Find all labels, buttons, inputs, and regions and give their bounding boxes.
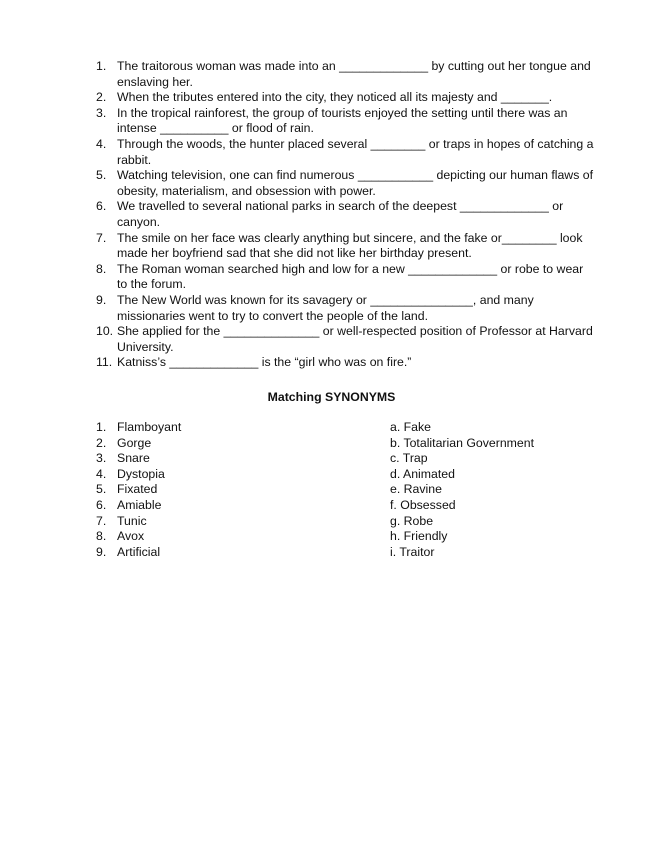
- sentence-number: 2.: [96, 90, 107, 105]
- sentence-text: Katniss’s _____________ is the “girl who was on fire.”: [117, 355, 412, 370]
- sentence-number: 4.: [96, 136, 107, 151]
- matching-term: [96, 545, 336, 561]
- term-text: Artificial: [117, 544, 161, 559]
- matching-definition: a. Fake: [390, 420, 432, 434]
- sentence-text: The smile on her face was clearly anything but sincere, and the fake or________ look made her boyfriend sad that she did not like her birthday present.: [117, 230, 583, 261]
- matching-term: [96, 514, 336, 530]
- sentence-item: [96, 262, 596, 293]
- sentence-number: 7.: [96, 230, 107, 245]
- term-number: 5.: [96, 482, 107, 497]
- sentence-item: [96, 168, 596, 199]
- sentence-text: The traitorous woman was made into an _____________ by cutting out her tongue and enslaving her.: [117, 59, 591, 89]
- matching-definition: g. Robe: [390, 513, 434, 528]
- fill-in-sentence-list: [96, 59, 596, 371]
- sentence-text: The Roman woman searched high and low for a new _____________ or robe to wear to the forum.: [117, 261, 584, 292]
- sentence-number: 5.: [96, 168, 107, 183]
- matching-term: [96, 498, 336, 514]
- matching-definitions-list: [390, 420, 610, 560]
- sentence-item: [96, 106, 596, 137]
- matching-heading: Matching SYNONYMS: [267, 390, 396, 404]
- matching-term: [96, 436, 336, 452]
- sentence-text: She applied for the ______________ or well-respected position of Professor at Harvard University.: [117, 324, 593, 354]
- matching-term: [96, 467, 336, 483]
- term-text: Gorge: [117, 435, 152, 450]
- sentence-text: We travelled to several national parks in search of the deepest _____________ or canyon.: [117, 199, 564, 229]
- sentence-item: [96, 90, 596, 106]
- matching-term: [96, 482, 336, 498]
- sentence-number: 10.: [96, 324, 114, 339]
- sentence-item: [96, 59, 596, 90]
- matching-definition: e. Ravine: [390, 482, 442, 497]
- matching-definition: f. Obsessed: [390, 497, 456, 512]
- sentence-item: [96, 293, 596, 324]
- matching-term: [96, 420, 336, 436]
- term-text: Flamboyant: [117, 420, 182, 434]
- matching-definition: i. Traitor: [390, 544, 435, 559]
- term-text: Dystopia: [117, 466, 165, 481]
- sentence-item: [96, 355, 596, 371]
- term-text: Avox: [117, 529, 145, 544]
- sentence-number: 9.: [96, 292, 107, 307]
- sentence-item: [96, 324, 596, 355]
- term-number: 4.: [96, 466, 107, 481]
- matching-definition: c. Trap: [390, 451, 428, 466]
- term-text: Snare: [117, 451, 150, 466]
- term-text: Amiable: [117, 497, 162, 512]
- matching-terms-list: [96, 420, 336, 560]
- matching-definition: b. Totalitarian Government: [390, 435, 534, 450]
- sentence-number: 3.: [96, 105, 107, 120]
- sentence-text: In the tropical rainforest, the group of tourists enjoyed the setting until there was an intense __________ or flood of rain.: [117, 105, 568, 136]
- sentence-text: When the tributes entered into the city, they noticed all its majesty and _______.: [117, 90, 553, 105]
- term-number: 1.: [96, 420, 107, 434]
- term-number: 9.: [96, 544, 107, 559]
- sentence-text: Watching television, one can find numerous ___________ depicting our human flaws of obesity, materialism, and obsession with power.: [117, 168, 594, 198]
- sentence-item: [96, 137, 596, 168]
- sentence-number: 6.: [96, 199, 107, 214]
- sentence-number: 11.: [96, 355, 113, 370]
- term-number: 2.: [96, 435, 107, 450]
- term-number: 7.: [96, 513, 107, 528]
- term-number: 3.: [96, 451, 107, 466]
- matching-term: [96, 529, 336, 545]
- sentence-item: [96, 231, 596, 262]
- term-number: 6.: [96, 497, 107, 512]
- sentence-item: [96, 199, 596, 230]
- term-text: Tunic: [117, 513, 147, 528]
- sentence-number: 8.: [96, 261, 107, 276]
- matching-definition: d. Animated: [390, 466, 455, 481]
- matching-term: [96, 451, 336, 467]
- term-text: Fixated: [117, 482, 158, 497]
- sentence-number: 1.: [96, 59, 107, 73]
- matching-definition: h. Friendly: [390, 529, 448, 544]
- sentence-text: Through the woods, the hunter placed several ________ or traps in hopes of catching a rabbit.: [117, 136, 594, 167]
- sentence-text: The New World was known for its savagery or _______________, and many missionaries went to try to convert the people of the land.: [117, 292, 534, 323]
- term-number: 8.: [96, 529, 107, 544]
